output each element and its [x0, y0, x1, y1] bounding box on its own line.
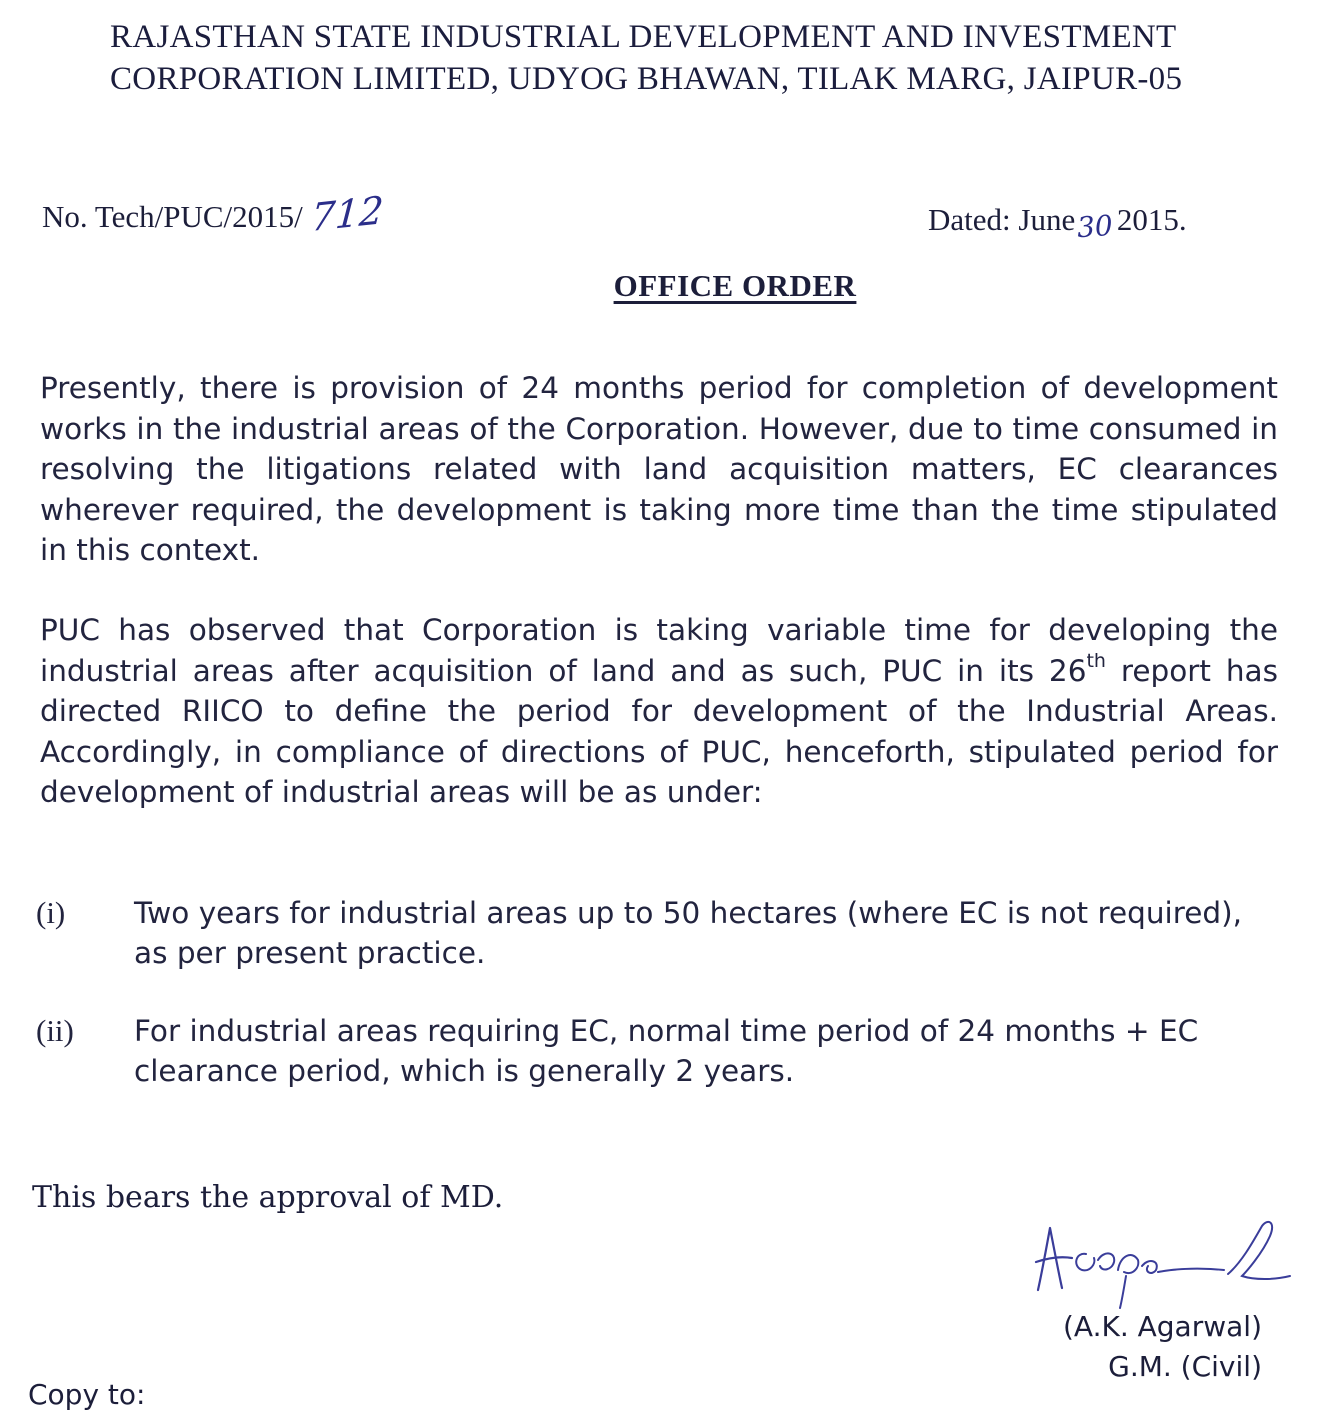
- letterhead: [110, 16, 1270, 100]
- document-title: OFFICE ORDER: [613, 268, 857, 303]
- paragraph-2: [40, 610, 1278, 813]
- paragraph-1: Presently, there is provision of 24 months period for completion of development works in the industrial areas of the Corporation. However, due to time consumed in resolving the litigations related with land acquisition matters, EC clearances wherever required, the development is taking more time than the time stipulated in this context.: [40, 371, 1278, 567]
- signatory-designation: G.M. (Civil): [1108, 1350, 1262, 1383]
- list-item-number: (i): [36, 895, 66, 930]
- date-handwritten-day: 30: [1076, 208, 1114, 245]
- signatory-name: (A.K. Agarwal): [1062, 1310, 1262, 1343]
- copy-to-label: Copy to:: [28, 1378, 146, 1411]
- paragraph-2-part-1: PUC has observed that Corporation is taking variable time for developing the industrial areas after acquisition of land and as such, PUC in its 26: [40, 613, 1278, 688]
- list-item-text: Two years for industrial areas up to 50 hectares (where EC is not required), as per present practice.: [134, 896, 1242, 970]
- reference-number-prefix: No. Tech/PUC/2015/: [42, 199, 303, 234]
- paragraph-2-superscript: th: [1086, 649, 1106, 672]
- list-item-number: (ii): [36, 1013, 74, 1048]
- order-date: [928, 202, 1187, 243]
- date-prefix: Dated: June: [928, 202, 1076, 237]
- letterhead-line-1: RAJASTHAN STATE INDUSTRIAL DEVELOPMENT AND INVESTMENT: [110, 19, 1177, 55]
- list-item-text: For industrial areas requiring EC, normal time period of 24 months + EC clearance period, which is generally 2 years.: [134, 1014, 1199, 1088]
- reference-number-handwritten: 712: [309, 187, 385, 241]
- approval-statement: This bears the approval of MD.: [32, 1180, 504, 1215]
- date-suffix: 2015.: [1116, 202, 1187, 237]
- paragraph-2-part-2: report has directed RIICO to define the period for development of the Industrial Areas. Accordingly, in compliance of directions of PUC, henceforth, stipulated period for development of industrial areas will be as under:: [40, 653, 1278, 809]
- letterhead-line-2: CORPORATION LIMITED, UDYOG BHAWAN, TILAK MARG, JAIPUR-05: [110, 61, 1183, 97]
- reference-number: [42, 187, 385, 241]
- handwritten-signature: [1028, 1210, 1298, 1310]
